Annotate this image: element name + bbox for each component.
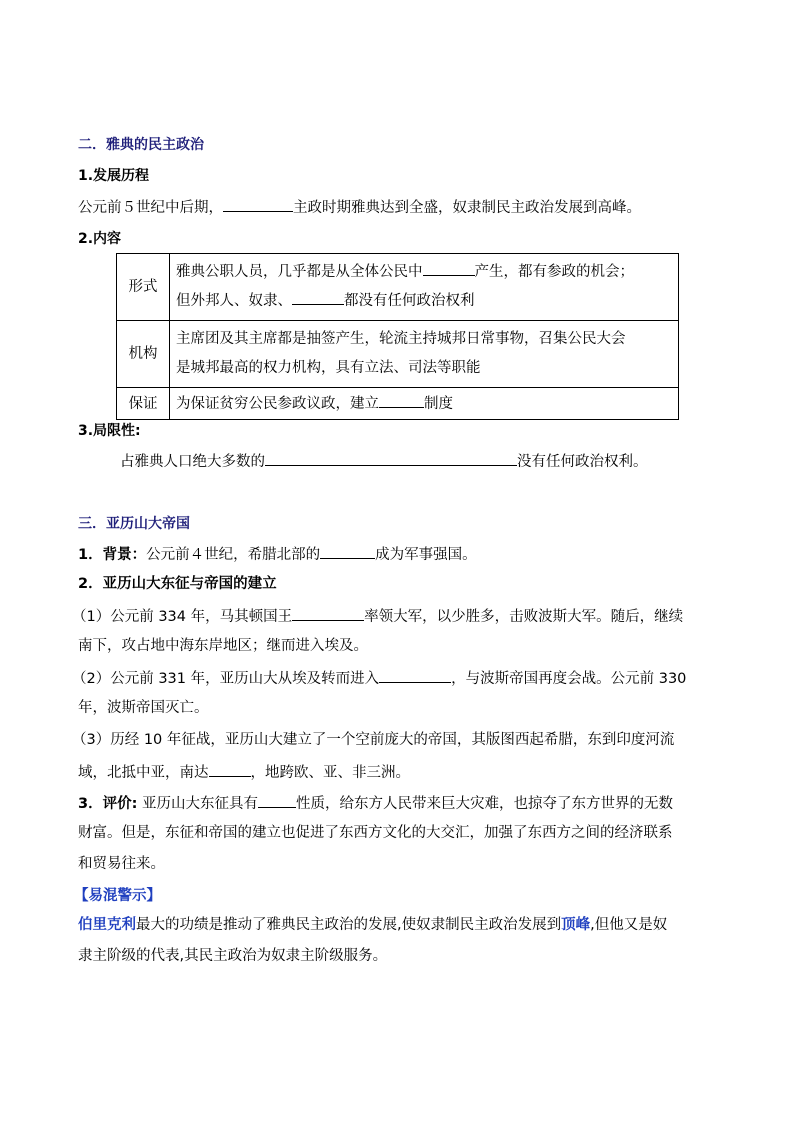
section3-item3-line3: 和贸易往来。 [78,856,165,872]
answer-blank [265,450,517,466]
text-segment: 最大的功绩是推动了雅典民主政治的发展,使奴隶制民主政治发展到 [136,917,562,933]
text-segment: 占雅典人口绝大多数的 [120,454,265,470]
answer-blank [223,196,293,212]
text-segment: （1）公元前 334 年，马其顿国王 [72,609,293,625]
item-label: 1．背景： [78,547,147,563]
text-line: 主席团及其主席都是抽签产生，轮流主持城邦日常事物，召集公民大会 [176,331,626,347]
content-table [116,253,679,420]
row-key: 机构 [117,321,170,388]
notice-line2: 隶主阶级的代表,其民主政治为奴隶主阶级服务。 [78,948,388,964]
section2-sub1-title: 1.发展历程 [78,168,150,184]
table-row [117,254,679,321]
row-value [170,388,679,420]
text-segment: 都没有任何政治权利 [344,293,475,309]
row-value [170,254,679,321]
text-segment: 没有任何政治权利。 [517,454,648,470]
text-segment: （2）公元前 331 年，亚历山大从埃及转而进入 [72,671,380,687]
section3-item2-p2-line2: 年，波斯帝国灭亡。 [78,700,209,716]
highlight-name: 伯里克利 [78,917,136,933]
section3-item2-p3-line2 [78,761,410,783]
section3-item3-line2: 财富。但是，东征和帝国的建立也促进了东西方文化的大交汇，加强了东西方之间的经济联系 [78,825,673,841]
section2-sub2-title: 2.内容 [78,231,122,247]
text-segment: 产生，都有参政的机会； [474,264,634,280]
item-label: 3．评价: [78,796,138,812]
text-segment: 域，北抵中亚，南达 [78,765,209,781]
row-key: 保证 [117,388,170,420]
section3-item3-line1 [78,792,673,814]
answer-blank [379,392,424,408]
highlight-peak: 顶峰 [561,917,591,933]
answer-blank [379,667,451,683]
text-segment: 雅典公职人员，几乎都是从全体公民中 [176,264,423,280]
text-segment: 制度 [424,396,453,412]
text-segment: 主政时期雅典达到全盛，奴隶制民主政治发展到高峰。 [293,200,641,216]
section3-item2-p1-line1 [72,605,683,627]
section2-title: 二．雅典的民主政治 [78,137,204,153]
answer-blank [320,543,375,559]
text-segment: 但外邦人、奴隶、 [176,293,292,309]
row-key: 形式 [117,254,170,321]
section2-sub3-text [120,450,648,472]
answer-blank [292,605,364,621]
text-segment: ，与波斯帝国再度会战。公元前 330 [451,671,687,687]
section3-item2-p2-line1 [72,667,686,689]
text-segment: ，地跨欧、亚、非三洲。 [250,765,410,781]
table-row [117,321,679,388]
answer-blank [258,792,296,808]
notice-line1 [78,915,667,935]
text-segment: 为保证贫穷公民参政议政，建立 [176,396,379,412]
section3-item2-p3-line1: （3）历经 10 年征战，亚历山大建立了一个空前庞大的帝国，其版图西起希腊，东到印度河流 [72,732,675,748]
notice-title: 【易混警示】 [74,888,161,904]
text-segment: 公元前４世纪，希腊北部的 [146,547,321,563]
section3-item2-p1-line2: 南下，攻占地中海东岸地区；继而进入埃及。 [78,638,368,654]
text-line: 是城邦最高的权力机构，具有立法、司法等职能 [176,360,481,376]
text-segment: 公元前５世纪中后期， [78,200,223,216]
text-segment: 性质，给东方人民带来巨大灾难，也掠夺了东方世界的无数 [296,796,673,812]
text-segment: 率领大军，以少胜多，击败波斯大军。随后，继续 [364,609,684,625]
section3-item2-title: 2．亚历山大东征与帝国的建立 [78,576,277,592]
answer-blank [423,260,475,276]
section3-title: 三．亚历山大帝国 [78,516,190,532]
table-row [117,388,679,420]
text-segment: 亚历山大东征具有 [137,796,258,812]
answer-blank [209,761,251,777]
text-segment: 成为军事强国。 [375,547,477,563]
section2-sub1-text [78,196,641,218]
text-segment: ,但他又是奴 [590,917,668,933]
section2-sub3-title: 3.局限性: [78,423,141,439]
section3-item1 [78,543,477,565]
answer-blank [292,289,344,305]
row-value [170,321,679,388]
